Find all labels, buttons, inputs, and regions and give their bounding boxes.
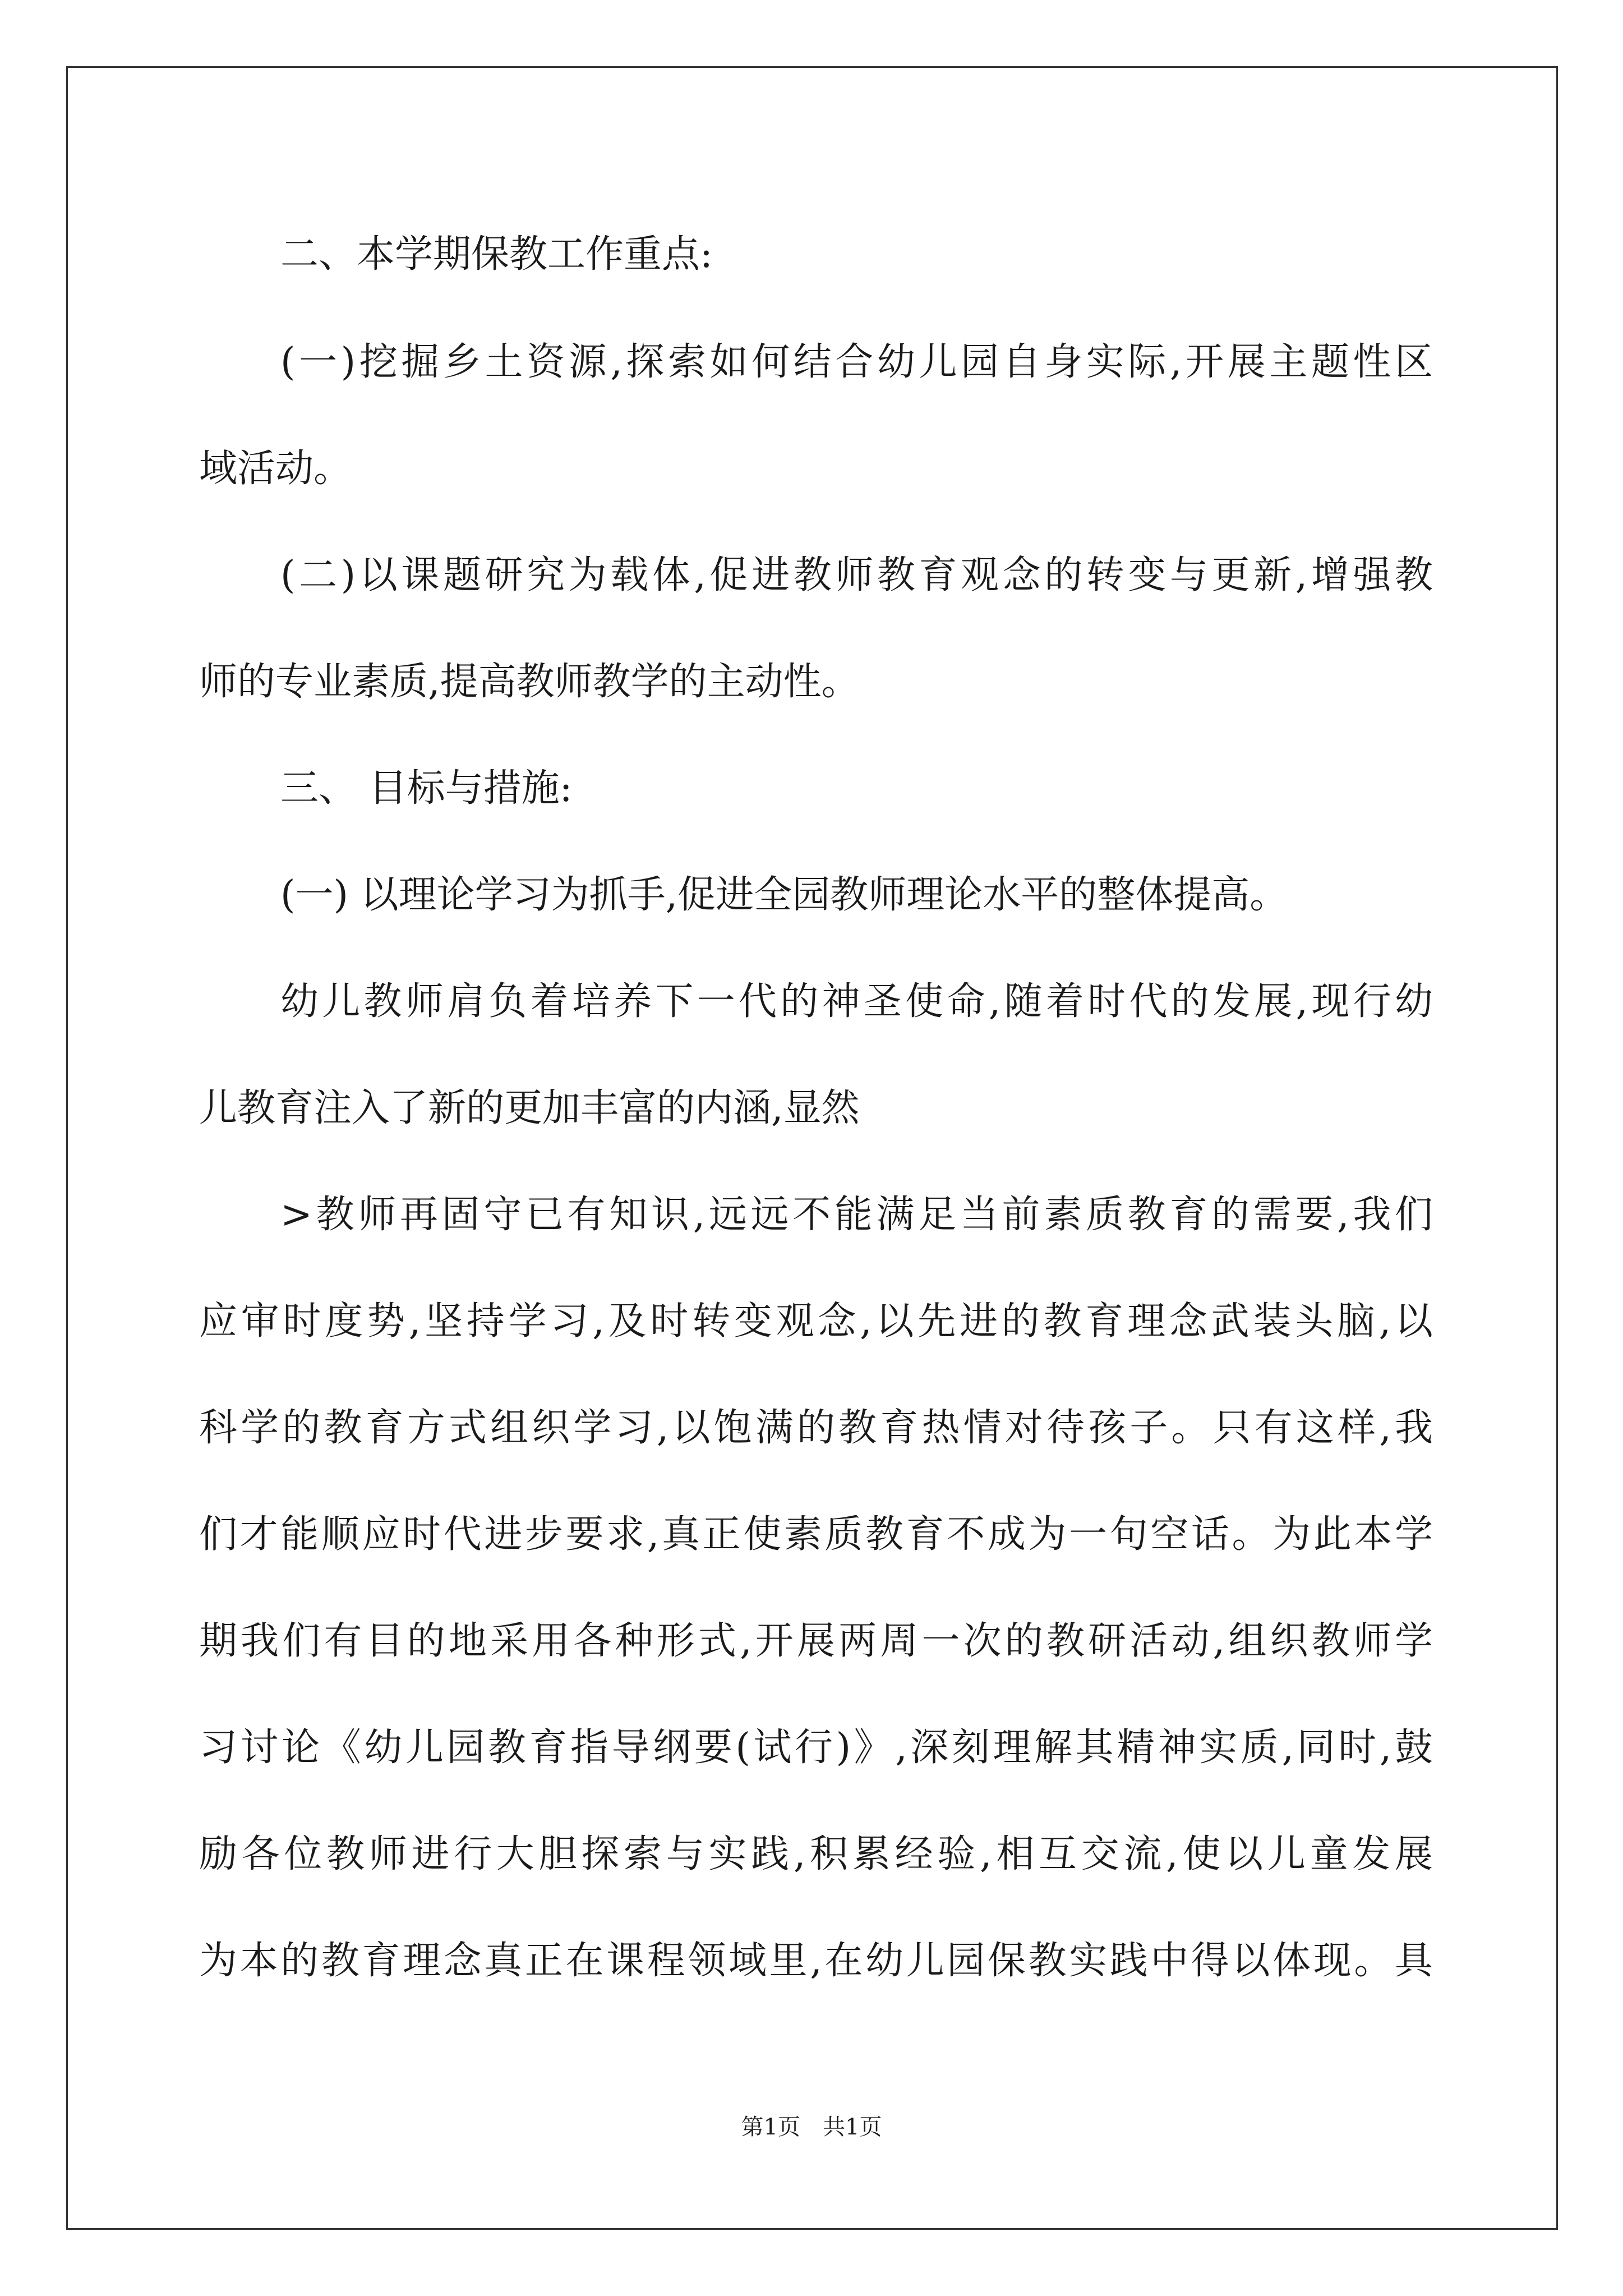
paragraph-line: 科学的教育方式组织学习,以饱满的教育热情对待孩子。只有这样,我	[199, 1406, 1433, 1450]
section-heading-3: 三、 目标与措施:	[280, 766, 573, 811]
paragraph-line: (一)挖掘乡土资源,探索如何结合幼儿园自身实际,开展主题性区	[280, 340, 1433, 384]
paragraph-line: 为本的教育理念真正在课程领域里,在幼儿园保教实践中得以体现。具	[199, 1939, 1433, 1983]
paragraph-line: 师的专业素质,提高教师教学的主动性。	[199, 660, 860, 704]
paragraph-line: 儿教育注入了新的更加丰富的内涵,显然	[199, 1086, 860, 1130]
paragraph-line: 应审时度势,坚持学习,及时转变观念,以先进的教育理念武装头脑,以	[199, 1299, 1433, 1343]
page-border	[66, 66, 1558, 2230]
paragraph-line: 习讨论《幼儿园教育指导纲要(试行)》,深刻理解其精神实质,同时,鼓	[199, 1726, 1433, 1770]
paragraph-line: 幼儿教师肩负着培养下一代的神圣使命,随着时代的发展,现行幼	[280, 979, 1433, 1024]
paragraph-line: (二)以课题研究为载体,促进教师教育观念的转变与更新,增强教	[280, 553, 1433, 597]
paragraph-line: 们才能顺应时代进步要求,真正使素质教育不成为一句空话。为此本学	[199, 1512, 1433, 1557]
paragraph-line: >教师再固守已有知识,远远不能满足当前素质教育的需要,我们	[280, 1193, 1433, 1237]
page-number-footer: 第1页 共1页	[741, 2114, 882, 2140]
paragraph-line: 域活动。	[199, 447, 352, 491]
paragraph-line: 期我们有目的地采用各种形式,开展两周一次的教研活动,组织教师学	[199, 1619, 1433, 1663]
paragraph-line: 励各位教师进行大胆探索与实践,积累经验,相互交流,使以儿童发展	[199, 1832, 1433, 1876]
paragraph-line: (一) 以理论学习为抓手,促进全园教师理论水平的整体提高。	[280, 873, 1288, 917]
section-heading-2: 二、本学期保教工作重点:	[280, 232, 713, 277]
